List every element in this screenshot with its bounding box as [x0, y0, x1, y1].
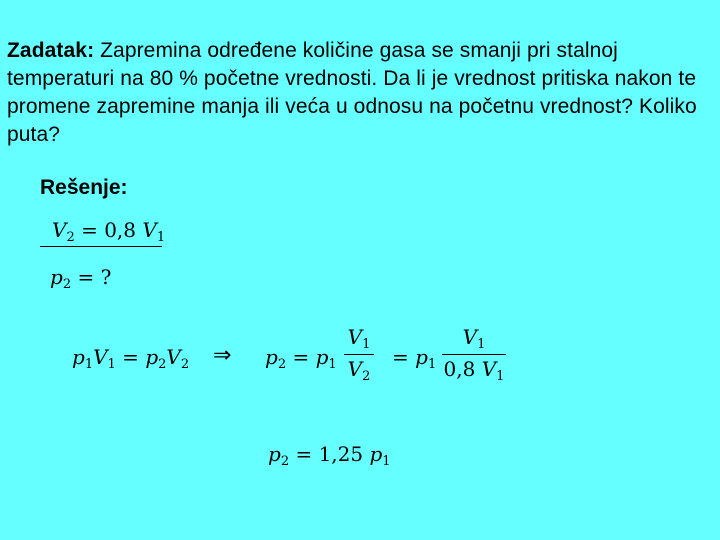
result-equation: $p_2 = 1,25$ $p_1$: [268, 442, 391, 469]
given-equation: $V_2 = 0,8$ $V_1$: [52, 218, 166, 245]
substituted-expression: = $p_1$: [392, 345, 437, 372]
problem-label: Zadatak:: [7, 39, 95, 62]
given-divider: [40, 246, 162, 247]
unknown-equation: $p_2$ = ?: [50, 265, 112, 292]
fraction-v1-08v1: $V_1$ 0,8 $V_1$: [443, 325, 505, 385]
p2-expression: $p_2 = p_1$: [265, 345, 337, 372]
boyle-law-equation: $p_1V_1 = p_2V_2$: [72, 345, 190, 372]
problem-statement: [7, 37, 713, 149]
solution-label: Rešenje:: [40, 176, 128, 199]
fraction-v1-v2: $V_1$ $V_2$: [344, 325, 374, 384]
problem-text: Zapremina određene količine gasa se smanji pri stalnoj temperaturi na 80 % početne vrednosti. Da li je vrednost pritiska nakon te promene zapremine manja ili veća u odnosu na početnu vrednost? Koliko puta?: [7, 39, 697, 146]
implies-arrow: ⇒: [213, 343, 232, 368]
